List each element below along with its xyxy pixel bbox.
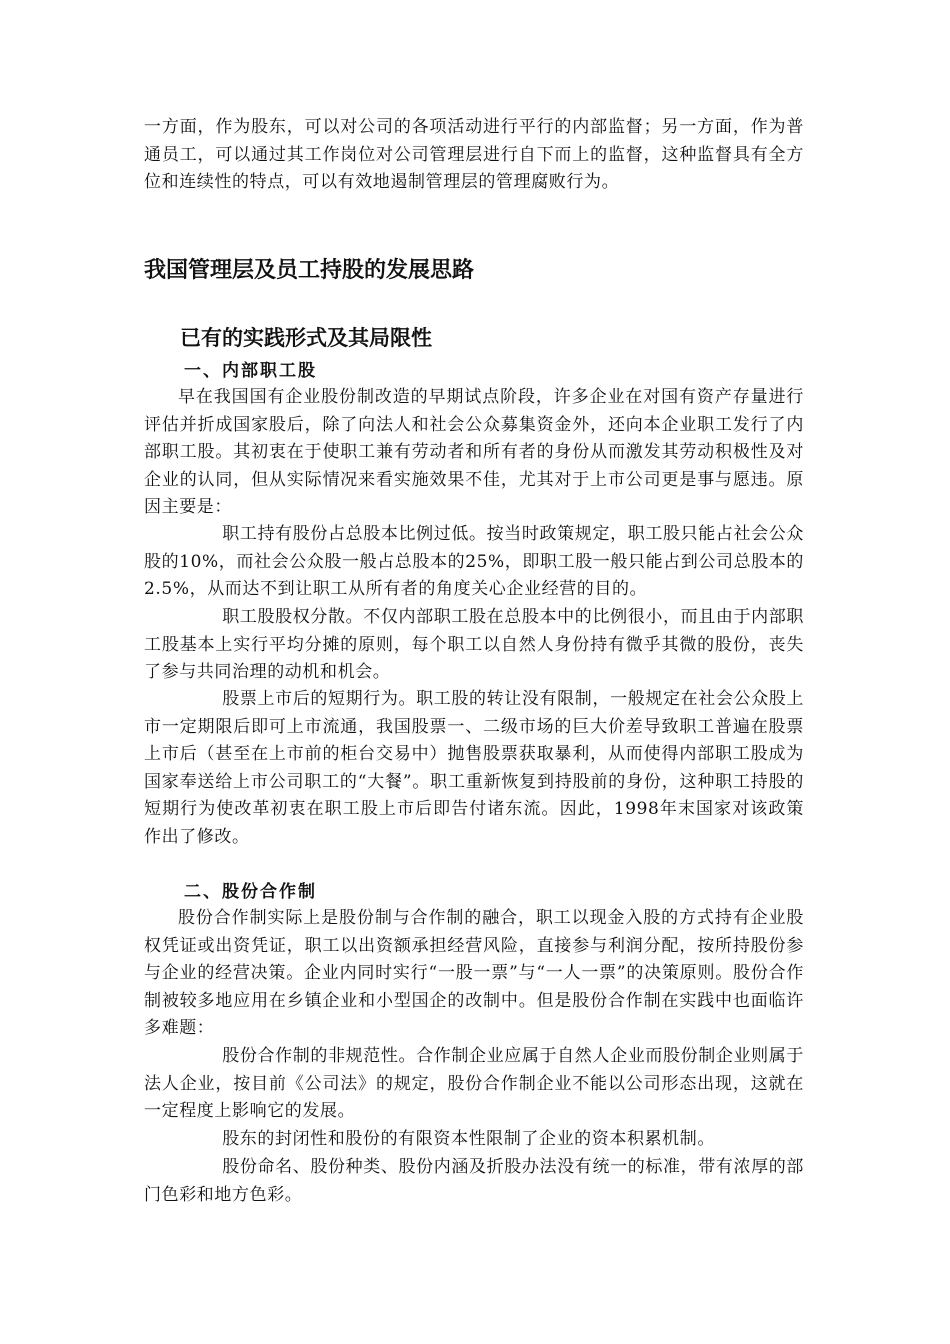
- item1-point-1: 职工持有股份占总股本比例过低。按当时政策规定，职工股只能占社会公众股的10%，而社会公众股一般占总股本的25%，即职工股一般只能占到公司总股本的2.5%，从而达不到让职工从所有者的角度关心企业经营的目的。: [144, 524, 804, 599]
- subsection-title: 已有的实践形式及其局限性: [180, 326, 432, 350]
- intro-paragraph: 一方面，作为股东，可以对公司的各项活动进行平行的内部监督；另一方面，作为普通员工，可以通过其工作岗位对公司管理层进行自下而上的监督，这种监督具有全方位和连续性的特点，可以有效地遏制管理层的管理腐败行为。: [144, 117, 804, 192]
- item2-intro: 股份合作制实际上是股份制与合作制的融合，职工以现金入股的方式持有企业股权凭证或出资凭证，职工以出资额承担经营风险，直接参与利润分配，按所持股份参与企业的经营决策。企业内同时实行“一股一票”与“一人一票”的决策原则。股份合作制被较多地应用在乡镇企业和小型国企的改制中。但是股份合作制在实践中也面临许多难题：: [144, 908, 804, 1038]
- item1-point-3: 股票上市后的短期行为。职工股的转让没有限制，一般规定在社会公众股上市一定期限后即可上市流通，我国股票一、二级市场的巨大价差导致职工普遍在股票上市后（甚至在上市前的柜台交易中）抛售股票获取暴利，从而使得内部职工股成为国家奉送给上市公司职工的“大餐”。职工重新恢复到持股前的身份，这种职工持股的短期行为使改革初衷在职工股上市后即告付诸东流。因此，1998年末国家对该政策作出了修改。: [144, 689, 804, 847]
- item2-heading: 二、股份合作制: [184, 882, 317, 902]
- item1-heading: 一、内部职工股: [184, 361, 317, 381]
- item1-point-2: 职工股股权分散。不仅内部职工股在总股本中的比例很小，而且由于内部职工股基本上实行平均分摊的原则，每个职工以自然人身份持有微乎其微的股份，丧失了参与共同治理的动机和机会。: [144, 607, 804, 682]
- item2-point-1: 股份合作制的非规范性。合作制企业应属于自然人企业而股份制企业则属于法人企业，按目前《公司法》的规定，股份合作制企业不能以公司形态出现，这就在一定程度上影响它的发展。: [144, 1046, 804, 1121]
- item1-intro: 早在我国国有企业股份制改造的早期试点阶段，许多企业在对国有资产存量进行评估并折成国家股后，除了向法人和社会公众募集资金外，还向本企业职工发行了内部职工股。其初衷在于使职工兼有劳动者和所有者的身份从而激发其劳动积极性及对企业的认同，但从实际情况来看实施效果不佳，尤其对于上市公司更是事与愿违。原因主要是：: [144, 387, 804, 517]
- item2-point-3: 股份命名、股份种类、股份内涵及折股办法没有统一的标准，带有浓厚的部门色彩和地方色彩。: [144, 1157, 804, 1205]
- section-title: 我国管理层及员工持股的发展思路: [144, 258, 475, 283]
- item2-point-2: 股东的封闭性和股份的有限资本性限制了企业的资本积累机制。: [222, 1129, 715, 1149]
